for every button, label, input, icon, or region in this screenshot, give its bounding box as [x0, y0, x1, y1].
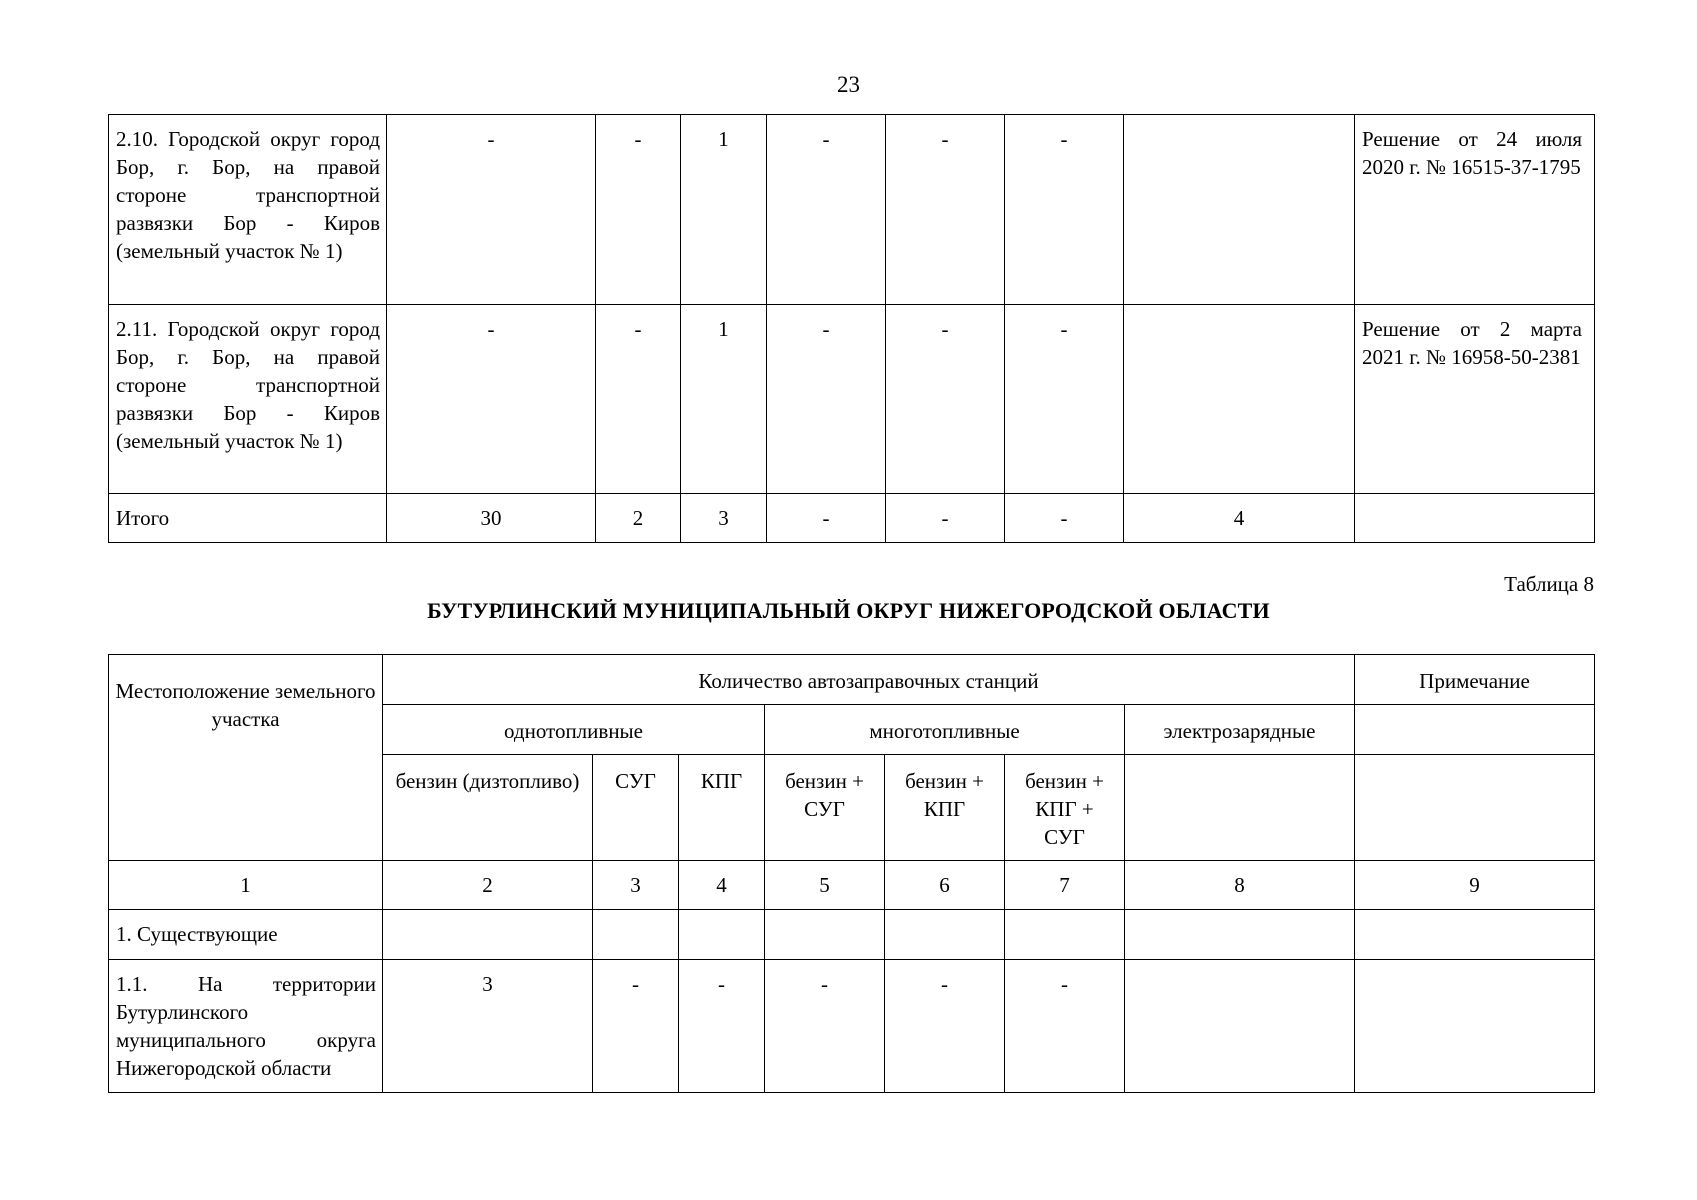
value-cell: -: [1005, 115, 1124, 305]
header-blank: [1125, 755, 1355, 861]
column-numbers-row: [109, 861, 1595, 910]
column-number: 1: [109, 861, 383, 910]
table-row: [109, 305, 1595, 494]
value-cell: -: [679, 960, 765, 1093]
header-gasoline-cng-lpg: бензин + КПГ + СУГ: [1005, 755, 1125, 861]
location-cell: 1.1. На территории Бутурлинского муниципального округа Нижегородской области: [109, 960, 383, 1093]
continued-table: [108, 114, 1595, 543]
header-quantity: Количество автозаправочных станций: [383, 655, 1355, 705]
total-value: 30: [387, 494, 596, 543]
note-cell: Решение от 24 июля 2020 г. № 16515-37-1795: [1355, 115, 1595, 305]
value-cell: -: [767, 115, 886, 305]
location-cell: 1. Существующие: [109, 910, 383, 960]
header-gasoline-lpg: бензин + СУГ: [765, 755, 885, 861]
value-cell: -: [596, 305, 681, 494]
value-cell: 1: [681, 305, 767, 494]
value-cell: [679, 910, 765, 960]
total-note: [1355, 494, 1595, 543]
total-row: [109, 494, 1595, 543]
value-cell: -: [596, 115, 681, 305]
value-cell: -: [885, 960, 1005, 1093]
header-electric: электрозарядные: [1125, 705, 1355, 755]
value-cell: -: [387, 115, 596, 305]
value-cell: -: [765, 960, 885, 1093]
column-number: 9: [1355, 861, 1595, 910]
value-cell: -: [1005, 305, 1124, 494]
total-value: -: [1005, 494, 1124, 543]
value-cell: [1125, 910, 1355, 960]
column-number: 7: [1005, 861, 1125, 910]
value-cell: [1125, 960, 1355, 1093]
value-cell: -: [767, 305, 886, 494]
column-number: 6: [885, 861, 1005, 910]
value-cell: [1124, 115, 1355, 305]
header-location: Местоположение земельного участка: [109, 655, 383, 861]
value-cell: -: [886, 115, 1005, 305]
value-cell: -: [387, 305, 596, 494]
total-value: -: [886, 494, 1005, 543]
header-note: Примечание: [1355, 655, 1595, 705]
total-label: Итого: [109, 494, 387, 543]
header-multi-fuel: многотопливные: [765, 705, 1125, 755]
header-blank: [1355, 755, 1595, 861]
location-cell: 2.10. Городской округ город Бор, г. Бор, на правой стороне транспортной развязки Бор - Киров (земельный участок № 1): [109, 115, 387, 305]
note-cell: Решение от 2 марта 2021 г. № 16958-50-2381: [1355, 305, 1595, 494]
column-number: 4: [679, 861, 765, 910]
value-cell: [765, 910, 885, 960]
column-number: 8: [1125, 861, 1355, 910]
header-blank: [1355, 705, 1595, 755]
total-value: 2: [596, 494, 681, 543]
value-cell: [885, 910, 1005, 960]
table-row: [109, 960, 1595, 1093]
value-cell: [383, 910, 593, 960]
value-cell: -: [1005, 960, 1125, 1093]
table-row: [109, 115, 1595, 305]
header-gasoline: бензин (дизтопливо): [383, 755, 593, 861]
total-value: 3: [681, 494, 767, 543]
total-value: -: [767, 494, 886, 543]
column-number: 5: [765, 861, 885, 910]
header-row: [109, 655, 1595, 705]
total-value: 4: [1124, 494, 1355, 543]
note-cell: [1355, 910, 1595, 960]
value-cell: 3: [383, 960, 593, 1093]
table-row: [109, 910, 1595, 960]
stations-table: [108, 654, 1595, 1093]
page-number: 23: [837, 72, 860, 97]
value-cell: -: [886, 305, 1005, 494]
column-number: 3: [593, 861, 679, 910]
value-cell: [593, 910, 679, 960]
location-cell: 2.11. Городской округ город Бор, г. Бор, на правой стороне транспортной развязки Бор - Киров (земельный участок № 1): [109, 305, 387, 494]
note-cell: [1355, 960, 1595, 1093]
header-single-fuel: однотопливные: [383, 705, 765, 755]
table-caption: Таблица 8: [1504, 572, 1594, 596]
header-gasoline-cng: бензин + КПГ: [885, 755, 1005, 861]
value-cell: 1: [681, 115, 767, 305]
section-title: БУТУРЛИНСКИЙ МУНИЦИПАЛЬНЫЙ ОКРУГ НИЖЕГОРОДСКОЙ ОБЛАСТИ: [427, 598, 1270, 623]
value-cell: [1124, 305, 1355, 494]
header-cng: КПГ: [679, 755, 765, 861]
value-cell: [1005, 910, 1125, 960]
column-number: 2: [383, 861, 593, 910]
header-lpg: СУГ: [593, 755, 679, 861]
value-cell: -: [593, 960, 679, 1093]
